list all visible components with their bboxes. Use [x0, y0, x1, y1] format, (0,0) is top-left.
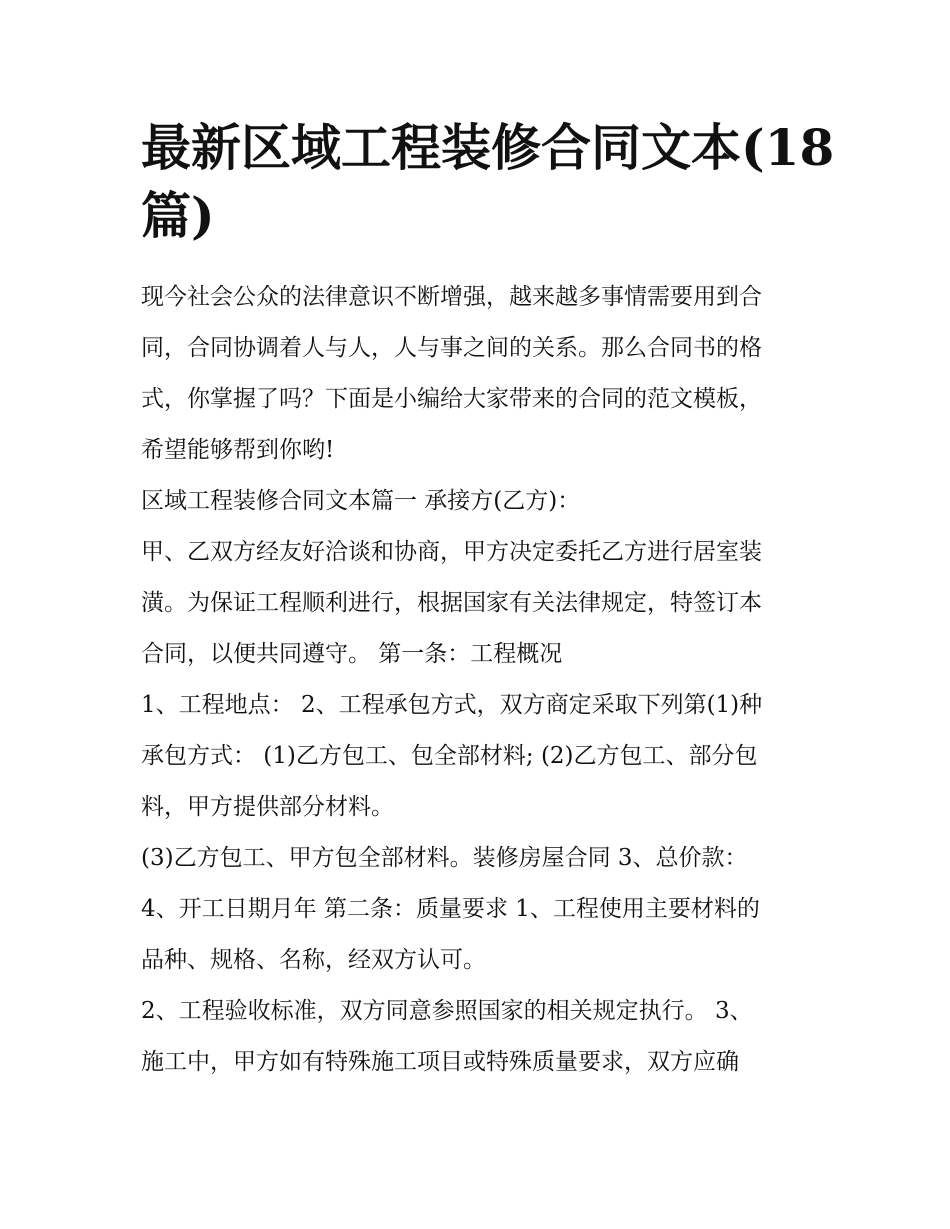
text-line: 4、开工日期月年 第二条：质量要求 1、工程使用主要材料的	[141, 896, 760, 922]
document-title	[141, 114, 835, 250]
text-line: 式，你掌握了吗？下面是小编给大家带来的合同的范文模板，	[141, 386, 762, 412]
text-line: 现今社会公众的法律意识不断增强，越来越多事情需要用到合	[141, 284, 762, 310]
quality-paragraph	[141, 884, 821, 986]
text-line: 品种、规格、名称，经双方认可。	[141, 947, 486, 973]
text-line: (3)乙方包工、甲方包全部材料。装修房屋合同 3、总价款：	[141, 845, 748, 871]
section-heading-paragraph	[141, 476, 821, 527]
title-line: 篇)	[141, 186, 215, 245]
text-line: 施工中，甲方如有特殊施工项目或特殊质量要求，双方应确	[141, 1049, 739, 1075]
text-line: 料，甲方提供部分材料。	[141, 794, 394, 820]
intro-paragraph	[141, 272, 821, 476]
document-page	[141, 114, 835, 1088]
text-line: 同，合同协调着人与人，人与事之间的关系。那么合同书的格	[141, 335, 762, 361]
text-line: 区域工程装修合同文本篇一 承接方(乙方)：	[141, 488, 581, 514]
project-details-paragraph	[141, 680, 821, 833]
contract-preamble-paragraph	[141, 527, 821, 680]
text-line: 潢。为保证工程顺利进行，根据国家有关法律规定，特签订本	[141, 590, 762, 616]
materials-paragraph	[141, 833, 821, 884]
text-line: 甲、乙双方经友好洽谈和协商，甲方决定委托乙方进行居室装	[141, 539, 762, 565]
acceptance-paragraph	[141, 986, 821, 1088]
text-line: 合同，以便共同遵守。 第一条：工程概况	[141, 641, 563, 667]
text-line: 希望能够帮到你哟!	[141, 437, 335, 463]
text-line: 2、工程验收标准，双方同意参照国家的相关规定执行。 3、	[141, 998, 753, 1024]
text-line: 1、工程地点： 2、工程承包方式，双方商定采取下列第(1)种	[141, 692, 763, 718]
text-line: 承包方式： (1)乙方包工、包全部材料; (2)乙方包工、部分包	[141, 743, 758, 769]
title-line: 最新区域工程装修合同文本(18	[141, 118, 835, 177]
